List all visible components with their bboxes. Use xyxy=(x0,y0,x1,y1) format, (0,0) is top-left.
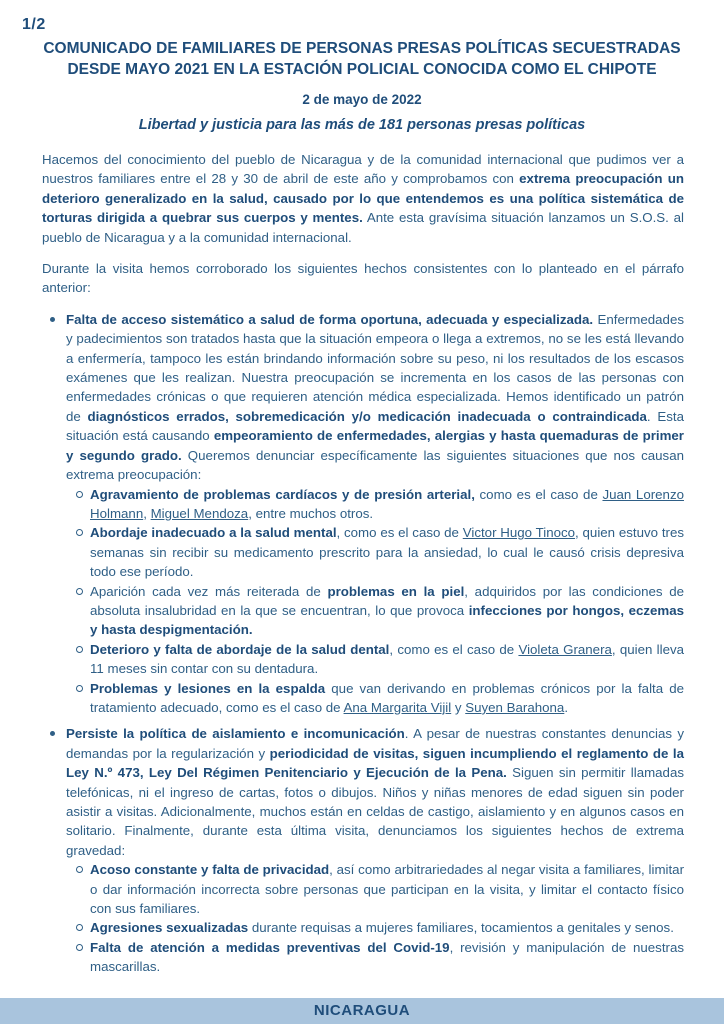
footer-banner: NICARAGUA xyxy=(0,998,724,1024)
covid-text: , revisión y manipulación de nuestras mascarillas. xyxy=(90,939,684,975)
aggression-text: durante requisas a mujeres familiares, tocamientos a genitales y senos. xyxy=(248,920,674,936)
dental-text-1: , como es el caso de xyxy=(389,641,519,657)
sub-item-dental xyxy=(90,640,684,679)
document-header xyxy=(30,38,694,133)
mental-bold: Abordaje inadecuado a la salud mental xyxy=(90,525,337,541)
isolation-text-1: . A pesar de nuestras constantes denuncias y demandas por la regularización y xyxy=(66,726,684,761)
sub-item-sexual-aggression xyxy=(90,918,684,937)
isolation-sublist xyxy=(66,860,684,976)
intro-paragraph xyxy=(42,150,684,247)
sub-item-skin xyxy=(90,582,684,640)
cardiac-bold: Agravamiento de problemas cardíacos y de presión arterial, xyxy=(90,486,475,502)
page-number: 1/2 xyxy=(22,16,46,33)
sub-item-cardiac xyxy=(90,485,684,524)
document-date: 2 de mayo de 2022 xyxy=(302,92,422,107)
back-text-3: . xyxy=(564,699,569,715)
main-list xyxy=(42,310,684,977)
isolation-bold-1: Persiste la política de aislamiento e incomunicación xyxy=(66,726,405,742)
harassment-bold: Acoso constante y falta de privacidad xyxy=(90,862,330,878)
intro-bold: extrema preocupación un deterioro generalizado en la salud, causado por lo que entendemos es una política sistemática de torturas dirigida a quebrar sus cuerpos y mentes. xyxy=(42,171,684,226)
skin-bold-2: infecciones por hongos, eczemas y hasta despigmentación. xyxy=(90,602,685,638)
cardiac-text-2: , xyxy=(143,505,151,521)
name-link[interactable]: Ana Margarita Vijil xyxy=(343,699,452,715)
name-link[interactable]: Violeta Granera xyxy=(518,641,612,657)
skin-bold-1: problemas en la piel xyxy=(327,583,465,599)
list-item-isolation xyxy=(66,724,684,976)
aggression-bold: Agresiones sexualizadas xyxy=(90,920,249,936)
skin-text-1: Aparición cada vez más reiterada de xyxy=(90,583,328,599)
document-body xyxy=(42,150,684,984)
sub-item-mental xyxy=(90,523,684,581)
back-text-1: que van derivando en problemas crónicos por la falta de tratamiento adecuado, como es el caso de xyxy=(90,680,684,715)
sub-item-covid xyxy=(90,938,684,977)
sub-item-back xyxy=(90,679,684,718)
health-sublist xyxy=(66,485,684,718)
health-bold-1: Falta de acceso sistemático a salud de forma oportuna, adecuada y especializada. xyxy=(66,311,594,327)
dental-bold: Deterioro y falta de abordaje de la salud dental xyxy=(90,641,390,657)
name-link[interactable]: Juan Lorenzo Holmann xyxy=(90,486,684,521)
intro-text-1: Hacemos del conocimiento del pueblo de Nicaragua y de la comunidad internacional que pudimos ver a nuestros familiares entre el 28 y 30 de abril de este año y comprobamos con xyxy=(42,152,684,187)
mental-text-2: , quien estuvo tres semanas sin recibir su medicamento prescrito para la ansiedad, lo cual le causó crisis depresiva todo ese período. xyxy=(90,525,684,580)
intro-text-2: Ante esta gravísima situación lanzamos un S.O.S. al pueblo de Nicaragua y a la comunidad internacional. xyxy=(42,210,684,245)
document-subtitle: Libertad y justicia para las más de 181 personas presas políticas xyxy=(138,117,586,133)
health-bold-2: diagnósticos errados, sobremedicación y/o medicación inadecuada o contraindicada xyxy=(87,408,647,424)
covid-bold: Falta de atención a medidas preventivas del Covid-19 xyxy=(90,939,450,955)
harassment-text: , así como arbitrariedades al negar visita a familiares, limitar o dar información incorrecta sobre personas que participan en la visita, y limitar el contacto físico con sus familiares. xyxy=(90,862,684,917)
health-bold-3: empeoramiento de enfermedades, alergias y hasta quemaduras de primer y segundo grado. xyxy=(66,428,684,463)
cardiac-text-3: , entre muchos otros. xyxy=(248,505,374,521)
name-link[interactable]: Victor Hugo Tinoco xyxy=(462,525,576,541)
list-item-health xyxy=(66,310,684,718)
back-text-2: y xyxy=(451,699,466,715)
name-link[interactable]: Suyen Barahona xyxy=(465,699,565,715)
health-text-2: . Esta situación está causando xyxy=(66,408,684,444)
back-bold: Problemas y lesiones en la espalda xyxy=(90,680,326,696)
mental-text-1: , como es el caso de xyxy=(336,525,463,541)
isolation-text-2: Siguen sin permitir llamadas telefónicas, ni el ingreso de cartas, fotos o dibujos. Niños y niñas menores de edad siguen sin poder asistir a visitas. Adicionalmente, muchos están en celdas de castigo, aislamiento y en algunos casos en solitario. Finalmente, durante esta última visita, denunciamos los siguientes hechos de extrema gravedad: xyxy=(66,765,684,858)
health-text-1: Enfermedades y padecimientos son tratados hasta que la situación empeora o llega a extremos, no se les está llevando a enfermería, tampoco les están brindando información sobre su peso, ni los resultados de los escasos exámenes que les realizan. Nuestra preocupación se incrementa en los casos de las personas con enfermedades crónicas o que requieren atención médica especializada. Hemos identificado un patrón de xyxy=(66,311,684,424)
cardiac-text-1: como es el caso de xyxy=(474,486,603,502)
sub-item-harassment xyxy=(90,860,684,918)
isolation-bold-2: periodicidad de visitas, siguen incumpliendo el reglamento de la Ley N.º 473, Ley Del Régimen Penitenciario y Ejecución de la Pena. xyxy=(66,745,684,781)
context-paragraph: Durante la visita hemos corroborado los siguientes hechos consistentes con lo planteado en el párrafo anterior: xyxy=(42,261,684,296)
health-text-3: Queremos denunciar específicamente las siguientes situaciones que nos causan extrema preocupación: xyxy=(66,447,684,483)
document-title: COMUNICADO DE FAMILIARES DE PERSONAS PRESAS POLÍTICAS SECUESTRADAS DESDE MAYO 2021 EN LA ESTACIÓN POLICIAL CONOCIDA COMO EL CHIPOTE xyxy=(43,40,681,78)
skin-text-2: , adquiridos por las condiciones de absoluta insalubridad en la que se encuentran, lo que provoca xyxy=(90,583,685,618)
name-link[interactable]: Miguel Mendoza xyxy=(150,505,249,521)
dental-text-2: , quien lleva 11 meses sin contar con su dentadura. xyxy=(90,641,685,677)
